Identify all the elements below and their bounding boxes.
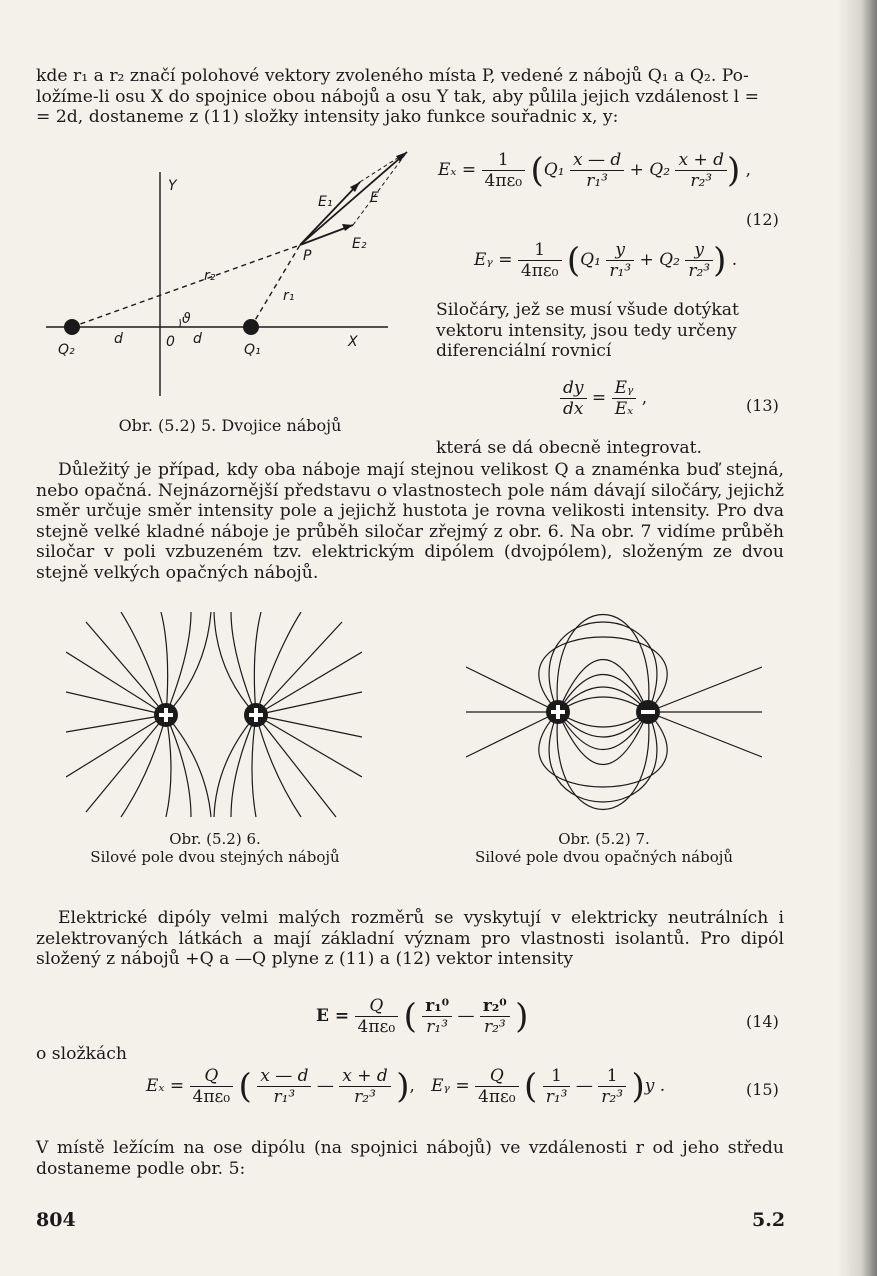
page-number: 804	[36, 1209, 76, 1231]
intro-paragraph	[36, 66, 784, 128]
label-e: E	[370, 190, 379, 206]
label-e2: E₂	[352, 236, 367, 252]
equation-15: Eₓ = $\frac{Q}{\text{4πε₀}}$ ( $\frac{x — d}{\text{r₁³}}$ — $\frac{x + d}{\text{r₂³}}$ ), Eᵧ = $\frac{Q}{\text{4πε₀}}$ ( $\frac{1}{\text{r₁³}}$ — $\frac{1}{\text{r₂³}}$ )y .	[146, 1066, 666, 1107]
paragraph-3: Elektrické dipóly velmi malých rozměrů se vyskytují v elektricky neutrálních i zelektrovaných látkách a mají základní význam pro vlastnosti isolantů. Pro dipól složený z nábojů +Q a —Q plyne z (11) a (12) vektor intensity	[36, 908, 784, 969]
label-r1: r₁	[283, 288, 295, 304]
equation-14: E = $\frac{Q}{\text{4πε₀}}$ ( $\frac{\text{r₁⁰}}{\text{r₁³}}$ — $\frac{\text{r₂⁰}}{\text{r₂³}}$ )	[316, 996, 529, 1037]
figure-5-caption: Obr. (5.2) 5. Dvojice nábojů	[118, 416, 342, 435]
equation-13: $\frac{dy}{dx}$ = $\frac{\text{Eᵧ}}{\text{Eₓ}}$ ,	[560, 378, 647, 419]
equation-13-number: (13)	[746, 396, 779, 415]
o-slozkach: o složkách	[36, 1044, 127, 1064]
charge-q1	[243, 319, 259, 335]
label-origin: 0	[166, 334, 175, 350]
page-edge-shadow	[837, 0, 877, 1276]
equation-15-number: (15)	[746, 1080, 779, 1099]
positive-charge-right	[244, 703, 268, 727]
e1-vector	[300, 182, 360, 245]
label-d-right: d	[193, 331, 202, 347]
label-r2: r₂	[204, 268, 216, 284]
eq12-ex-lhs: Eₓ =	[438, 160, 477, 180]
intro-line-3: = 2d, dostaneme z (11) složky intensity jako funkce souřadnic x, y:	[36, 107, 619, 127]
section-number: 5.2	[752, 1209, 786, 1231]
label-theta: ϑ	[182, 311, 191, 327]
equation-12-ex: Eₓ = $\frac{1}{\text{4πε₀}}$ (Q₁ $\frac{x — d}{\text{r₁³}}$ + Q₂ $\frac{x + d}{\text{r₂³}}$ ) ,	[438, 150, 752, 191]
label-e1: E₁	[318, 194, 333, 210]
label-y: Y	[168, 178, 177, 194]
charge-q2	[64, 319, 80, 335]
silocary-paragraph: Siločáry, jež se musí všude dotýkat vektoru intensity, jsou tedy určeny diferenciální rovnicí	[436, 300, 739, 361]
equation-12-ey: Eᵧ = $\frac{1}{\text{4πε₀}}$ (Q₁ $\frac{y}{\text{r₁³}}$ + Q₂ $\frac{y}{\text{r₂³}}$ ) .	[474, 240, 738, 281]
figure-7-field-lines	[466, 612, 762, 822]
r1-vector	[251, 245, 300, 327]
paragraph-2: Důležitý je případ, kdy oba náboje mají stejnou velikost Q a znaménka buď stejná, nebo opačná. Nejnázornější představu o vlastnostech pole nám dávají siločáry, jejichž směr určuje směr intensity pole a jejichž hustota je rovna velikosti intensity. Pro dva stejně velké kladné náboje je průběh siločar zřejmý z obr. 6. Na obr. 7 vidíme průběh siločar v poli vzbuzeném tzv. elektrickým dipólem (dvojpólem), složeným ze dvou stejně velkých opačných nábojů.	[36, 460, 784, 583]
figure-6-caption: Obr. (5.2) 6. Silové pole dvou stejných nábojů	[90, 830, 340, 866]
label-q1: Q₁	[244, 342, 261, 358]
figure-6-field-lines	[66, 612, 362, 822]
equation-14-number: (14)	[746, 1012, 779, 1031]
positive-charge	[546, 700, 570, 724]
label-d-left: d	[114, 331, 123, 347]
negative-charge	[636, 700, 660, 724]
equation-12-number: (12)	[746, 210, 779, 229]
label-q2: Q₂	[58, 342, 75, 358]
label-x: X	[348, 334, 358, 350]
integrate-line: která se dá obecně integrovat.	[436, 438, 702, 458]
e2-arrowhead	[342, 224, 353, 231]
intro-line-1: kde r₁ a r₂ značí polohové vektory zvoleného místa P, vedené z nábojů Q₁ a Q₂. Po-	[36, 66, 749, 86]
positive-charge-left	[154, 703, 178, 727]
intro-line-2: ložíme-li osu X do spojnice obou nábojů a osu Y tak, aby půlila jejich vzdálenost l =	[36, 86, 759, 107]
e-vector	[300, 152, 407, 245]
figure-5-diagram	[30, 140, 420, 410]
paragraph-4: V místě ležícím na ose dipólu (na spojnici nábojů) ve vzdálenosti r od jeho středu dostaneme podle obr. 5:	[36, 1138, 784, 1179]
figure-7-caption: Obr. (5.2) 7. Silové pole dvou opačných nábojů	[474, 830, 734, 866]
label-p: P	[303, 248, 312, 264]
